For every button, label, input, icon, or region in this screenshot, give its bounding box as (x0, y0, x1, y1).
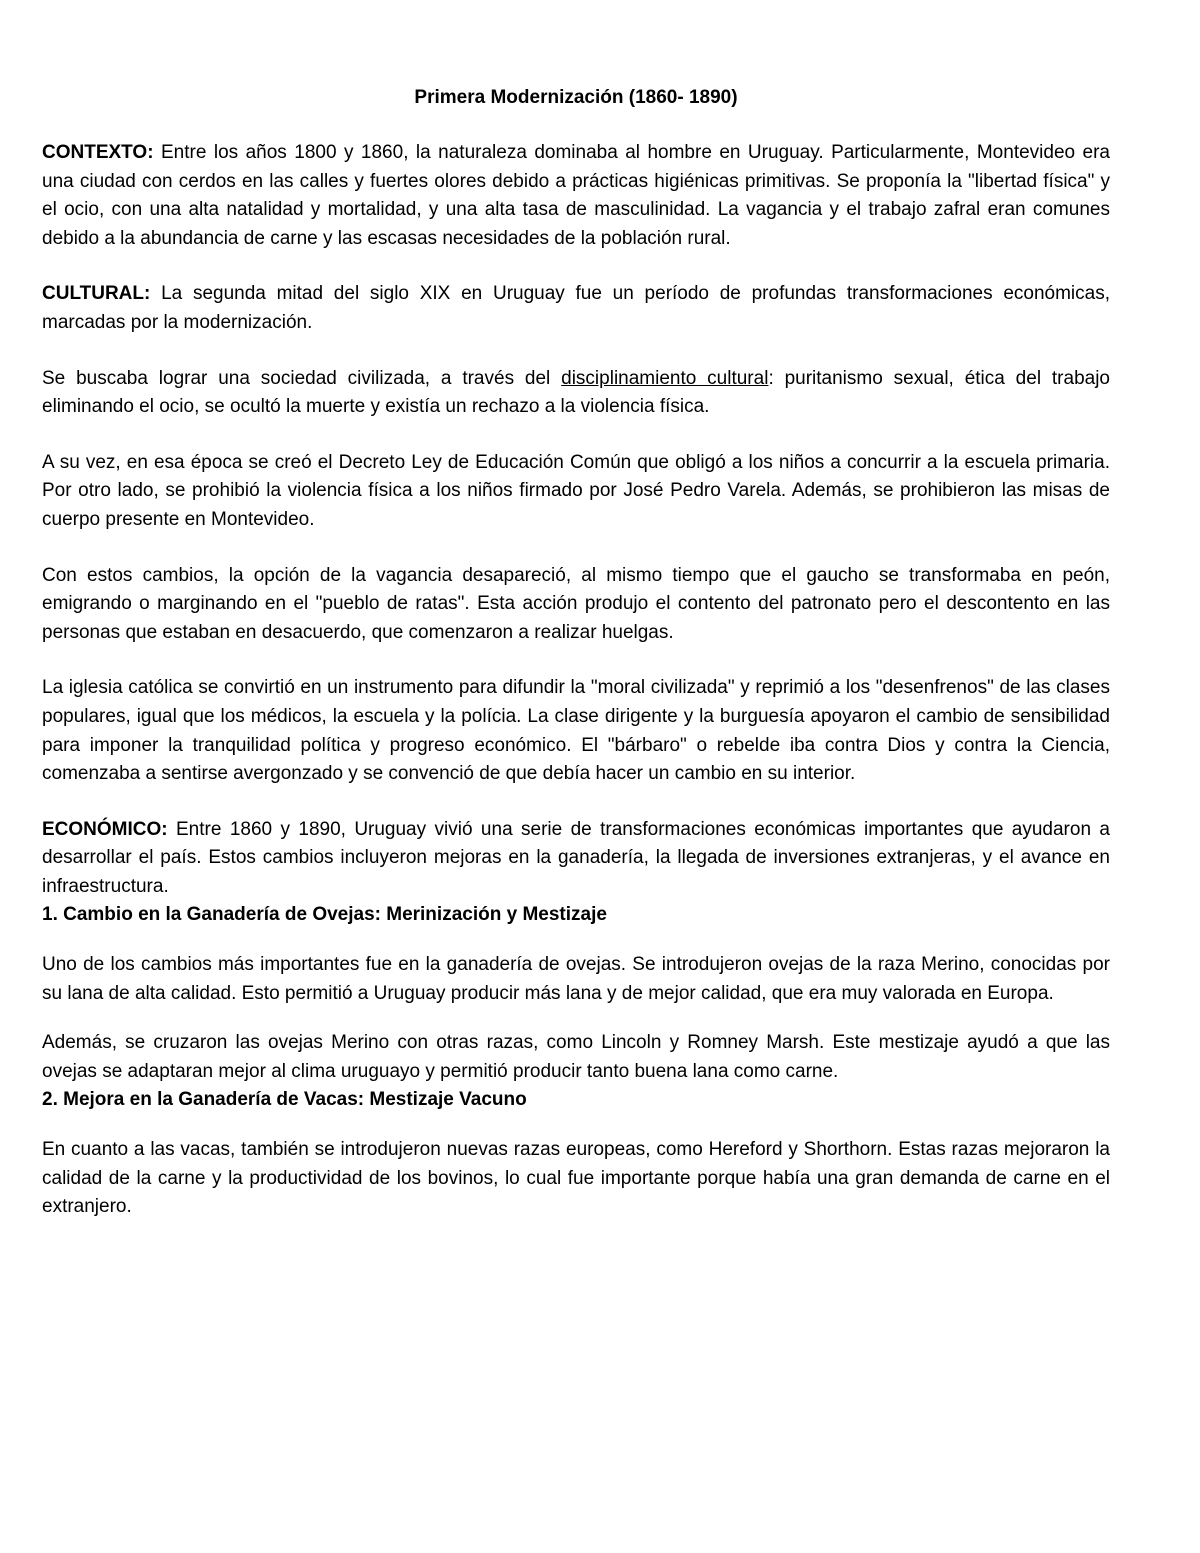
economico-text: Entre 1860 y 1890, Uruguay vivió una serie de transformaciones económicas importantes que ayudaron a desarrollar el país. Estos cambios incluyeron mejoras en la ganadería, la llegada de inversiones extranjeras, y el avance en infraestructura. (42, 818, 1110, 897)
disciplinamiento-after: : puritanismo sexual, ética del trabajo eliminando el ocio, se ocultó la muerte y existía un rechazo a la violencia física. (42, 367, 1110, 418)
educacion-paragraph: A su vez, en esa época se creó el Decreto Ley de Educación Común que obligó a los niños a concurrir a la escuela primaria. Por otro lado, se prohibió la violencia física a los niños firmado por José Pedro Varela. Además, se prohibieron las misas de cuerpo presente en Montevideo. (42, 451, 1110, 530)
section1-paragraph-1: Uno de los cambios más importantes fue en la ganadería de ovejas. Se introdujeron ovejas de la raza Merino, conocidas por su lana de alta calidad. Esto permitió a Uruguay producir más lana y de mejor calidad, que era muy valorada en Europa. (42, 954, 1110, 1004)
cultural-text: La segunda mitad del siglo XIX en Uruguay fue un período de profundas transformaciones económicas, marcadas por la modernización. (42, 283, 1110, 333)
disciplinamiento-before: Se buscaba lograr una sociedad civilizada, a través del (42, 367, 562, 389)
contexto-label: CONTEXTO: (42, 142, 154, 163)
section1-heading: 1. Cambio en la Ganadería de Ovejas: Merinización y Mestizaje (42, 904, 607, 926)
vagancia-paragraph: Con estos cambios, la opción de la vagancia desapareció, al mismo tiempo que el gaucho se transformaba en peón, emigrando o marginando en el "pueblo de ratas". Esta acción produjo el contento del patronato pero el descontento en las personas que estaban en desacuerdo, que comenzaron a realizar huelgas. (42, 564, 1110, 643)
iglesia-paragraph: La iglesia católica se convirtió en un instrumento para difundir la "moral civilizada" y reprimió a los "desenfrenos" de las clases populares, igual que los médicos, la escuela y la polícia. La clase dirigente y la burguesía apoyaron el cambio de sensibilidad para imponer la tranquilidad política y progreso económico. El "bárbaro" o rebelde iba contra Dios y contra la Ciencia, comenzaba a sentirse avergonzado y se convenció de que debía hacer un cambio en su interior. (42, 677, 1110, 785)
cultural-paragraph (42, 280, 1110, 337)
disciplinamiento-underlined: disciplinamiento cultural (561, 367, 769, 389)
contexto-paragraph (42, 139, 1110, 253)
cultural-label: CULTURAL: (42, 283, 151, 305)
section2-paragraph-1: En cuanto a las vacas, también se introdujeron nuevas razas europeas, como Hereford y Shorthorn. Estas razas mejoraron la calidad de la carne y la productividad de los bovinos, lo cual fue importante porque había una gran demanda de carne en el extranjero. (42, 1139, 1110, 1218)
section2-heading: 2. Mejora en la Ganadería de Vacas: Mestizaje Vacuno (42, 1089, 527, 1111)
section1-paragraph-2: Además, se cruzaron las ovejas Merino con otras razas, como Lincoln y Romney Marsh. Este mestizaje ayudó a que las ovejas se adaptaran mejor al clima uruguayo y permitió producir tanto buena lana como carne. (42, 1032, 1110, 1082)
document-title: Primera Modernización (1860- 1890) (414, 87, 738, 108)
economico-paragraph (42, 816, 1110, 902)
contexto-text: Entre los años 1800 y 1860, la naturaleza dominaba al hombre en Uruguay. Particularmente, Montevideo era una ciudad con cerdos en las calles y fuertes olores debido a prácticas higiénicas primitivas. Se proponía la "libertad física" y el ocio, con una alta natalidad y mortalidad, y una alta tasa de masculinidad. La vagancia y el trabajo zafral eran comunes debido a la abundancia de carne y las escasas necesidades de la población rural. (42, 142, 1110, 249)
economico-label: ECONÓMICO: (42, 818, 168, 840)
disciplinamiento-paragraph (42, 365, 1110, 422)
document-body (42, 84, 1110, 1222)
